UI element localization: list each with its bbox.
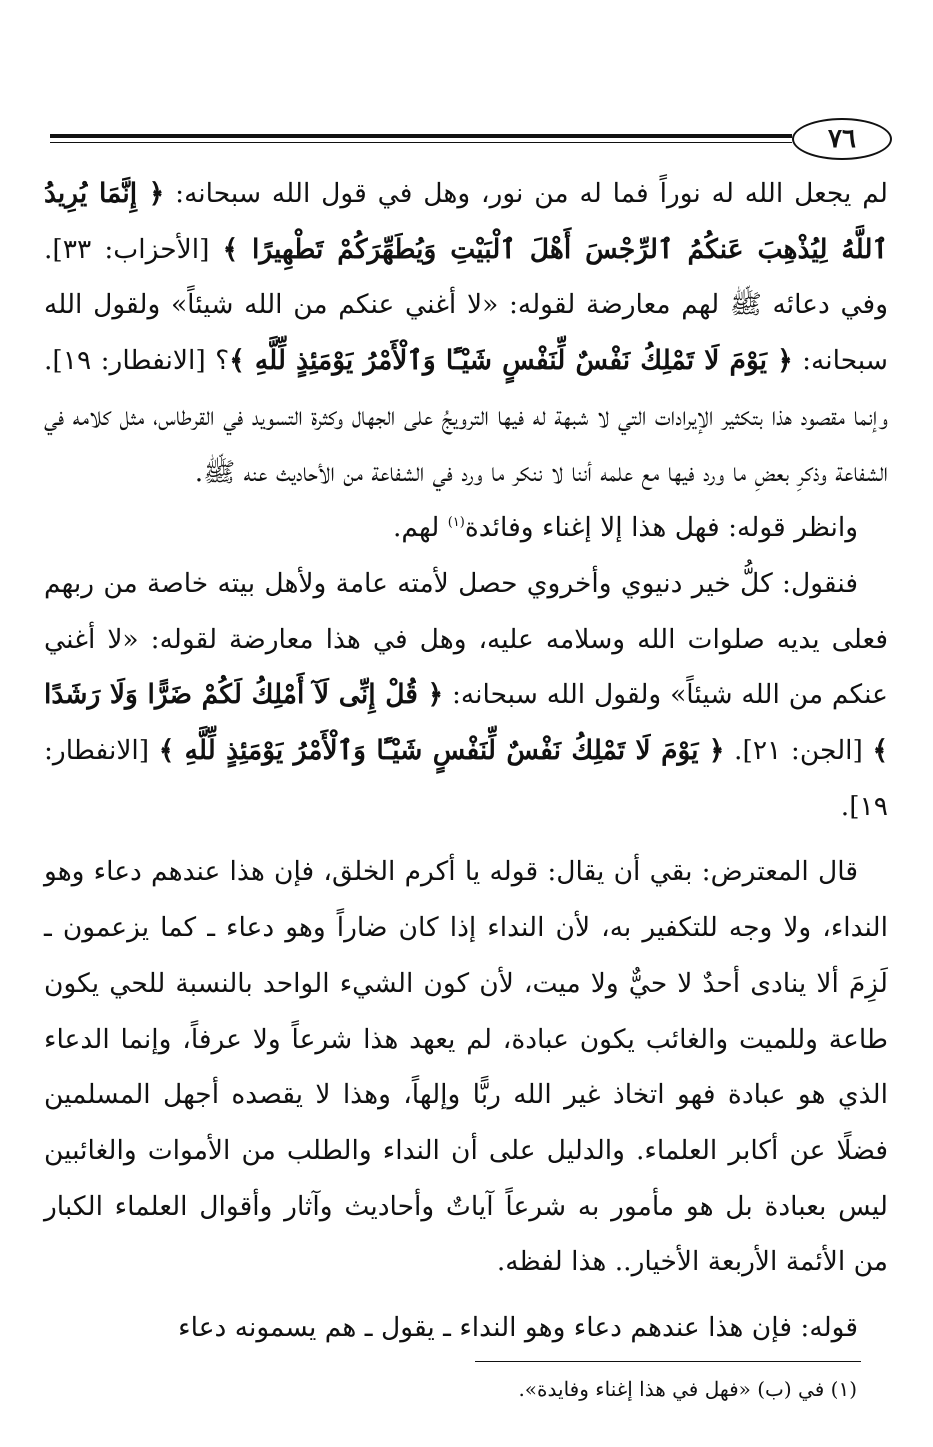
text-segment: [الجن: ٢١]. (724, 735, 873, 767)
header-rule-thin (50, 142, 792, 143)
quran-verse: ﴿ يَوْمَ لَا تَمْلِكُ نَفْسٌ لِّنَفْسٍ شَيْـًٔا وَٱلْأَمْرُ يَوْمَئِذٍ لِّلَّهِ ﴾ (158, 735, 725, 767)
paragraph-gap (44, 834, 888, 844)
quran-verse: ﴿ يَوْمَ لَا تَمْلِكُ نَفْسٌ لِّنَفْسٍ شَيْـًٔا وَٱلْأَمْرُ يَوْمَئِذٍ لِّلَّهِ ﴾ (229, 345, 793, 377)
page-header (42, 118, 892, 162)
paragraph-1 (44, 166, 888, 500)
paragraph-gap (44, 1290, 888, 1300)
footnote-text: في (ب) «فهل في هذا إغناء وفايدة». (518, 1377, 825, 1401)
footnote-number: (١) (830, 1377, 857, 1401)
main-text (44, 166, 888, 1356)
paragraph-5 (44, 1300, 888, 1356)
text-segment: [الأحزاب: ٣٣]. وفي دعائه ﷺ لهم معارضة لقوله: «لا أغني عنكم من الله شيئاً» ولقول الله سبحانه: (44, 233, 888, 377)
paragraph-2 (44, 500, 888, 556)
footnote-separator (475, 1361, 861, 1362)
text-segment: قوله: فإن هذا عندهم دعاء وهو النداء ـ يقول ـ هم يسمونه دعاء (178, 1312, 858, 1344)
text-segment: [الانفطار: ١٩]. (44, 735, 888, 822)
footnote-marker: (١) (447, 515, 465, 531)
paragraph-3 (44, 556, 888, 835)
text-segment: قال المعترض: بقي أن يقال: قوله يا أكرم الخلق، فإن هذا عندهم دعاء وهو النداء، ولا وجه للتكفير به، لأن النداء إذا كان ضاراً وهو دعاء ـ كما يزعمون ـ لَزِمَ ألا ينادى أحدٌ لا حيٌّ ولا ميت، لأن كون الشيء الواحد بالنسبة للحي يكون طاعة وللميت والغائب يكون عبادة، لم يعهد هذا شرعاً ولا عرفاً، وإنما الدعاء الذي هو عبادة فهو اتخاذ غير الله ربًّا وإلهاً، وهذا لا يقصده أجهل المسلمين فضلًا عن أكابر العلماء. والدليل على أن النداء والطلب من الأموات والغائبين ليس بعبادة بل هو مأمور به شرعاً آياتٌ وأحاديث وآثار وأقوال العلماء الكبار من الأئمة الأربعة الأخيار.. هذا لفظه. (44, 856, 888, 1278)
text-segment: لهم. (392, 512, 448, 544)
page-number: ٧٦ (792, 118, 892, 160)
quran-verse: ﴿ إِنَّمَا يُرِيدُ ٱللَّهُ لِيُذْهِبَ عَنكُمُ ٱلرِّجْسَ أَهْلَ ٱلْبَيْتِ وَيُطَهِّرَكُمْ تَطْهِيرًا ﴾ (44, 178, 888, 265)
quran-verse: ﴿ قُلْ إِنِّى لَآ أَمْلِكُ لَكُمْ ضَرًّا وَلَا رَشَدًا ﴾ (44, 679, 888, 767)
paragraph-4 (44, 844, 888, 1290)
text-segment: لم يجعل الله له نوراً فما له من نور، وهل في قول الله سبحانه: (164, 178, 888, 209)
text-segment: ؟ [الانفطار: ١٩]. وإنما مقصود هذا بتكثير الإيرادات التي لا شبهة له فيها الترويجُ على الجهال وكثرة التسويد في القرطاس، مثل كلامه في الشفاعة وذكرِ بعضِ ما ورد فيها مع علمه أننا لا ننكر ما ورد في الشفاعة من الأحاديث عنه ﷺ. (44, 345, 888, 488)
text-segment: وانظر قوله: فهل هذا إلا إغناء وفائدة (464, 512, 858, 544)
footnote-1 (57, 1374, 857, 1404)
text-segment: فنقول: كلُّ خير دنيوي وأخروي حصل لأمته عامة ولأهل بيته خاصة من ربهم فعلى يديه صلوات الله وسلامه عليه، وهل في هذا معارضة لقوله: «لا أغني عنكم من الله شيئاً» ولقول الله سبحانه: (44, 567, 888, 711)
header-rule-thick (50, 134, 792, 138)
